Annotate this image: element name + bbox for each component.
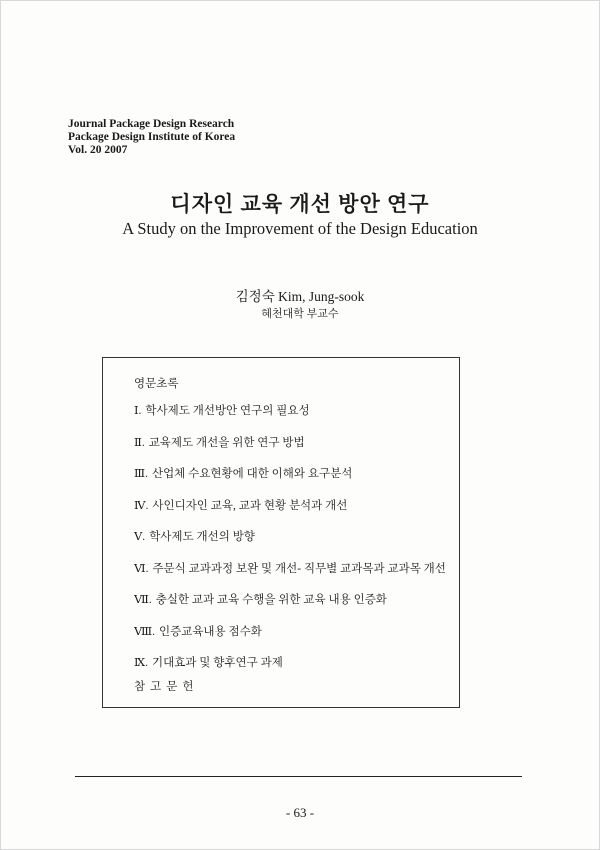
toc-item: [134, 404, 446, 436]
toc-numeral: Ⅴ.: [134, 531, 146, 543]
journal-info: [68, 118, 235, 157]
toc-item: [134, 436, 446, 468]
toc-list: [134, 404, 446, 688]
toc-numeral: Ⅱ.: [134, 436, 145, 449]
toc-text: 교육제도 개선을 위한 연구 방법: [148, 436, 305, 449]
toc-text: 인증교육내용 점수화: [159, 625, 262, 638]
title-korean: 디자인 교육 개선 방안 연구: [170, 192, 430, 216]
journal-volume: Vol. 20 2007: [68, 144, 128, 156]
toc-text: 주문식 교과과정 보완 및 개선- 직무별 교과목과 교과목 개선: [152, 562, 446, 575]
page-number: - 63 -: [285, 805, 315, 820]
toc-text: 충실한 교과 교육 수행을 위한 교육 내용 인증화: [155, 594, 387, 606]
toc-item: [134, 530, 446, 562]
toc-item: [134, 467, 446, 499]
toc-text: 학사제도 개선방안 연구의 필요성: [145, 405, 310, 417]
toc-item: [134, 499, 446, 531]
toc-item: [134, 625, 446, 657]
author-affiliation: 혜천대학 부교수: [261, 308, 339, 320]
toc-text: 기대효과 및 향후연구 과제: [151, 657, 283, 669]
toc-numeral: Ⅳ.: [134, 499, 149, 512]
toc-numeral: Ⅰ.: [134, 405, 142, 417]
toc-numeral: Ⅷ.: [134, 625, 155, 638]
toc-item: [134, 593, 446, 625]
table-of-contents: [102, 357, 460, 708]
toc-numeral: Ⅲ.: [134, 468, 148, 480]
author-name: 김정숙 Kim, Jung-sook: [235, 289, 365, 304]
journal-institute: Package Design Institute of Korea: [68, 131, 236, 143]
toc-references: 참고문헌: [134, 681, 199, 693]
toc-text: 학사제도 개선의 방향: [149, 531, 255, 543]
toc-heading-abstract: 영문초록: [134, 378, 179, 390]
toc-numeral: Ⅸ.: [134, 657, 148, 669]
toc-numeral: Ⅶ.: [134, 594, 152, 606]
toc-text: 사인디자인 교육, 교과 현황 분석과 개선: [152, 499, 348, 512]
toc-text: 산업체 수요현황에 대한 이해와 요구분석: [151, 468, 353, 480]
toc-item: [134, 562, 446, 594]
title-english: A Study on the Improvement of the Design Education: [122, 219, 478, 238]
footer-rule: [75, 776, 522, 777]
toc-numeral: Ⅵ.: [134, 562, 149, 575]
journal-name: Journal Package Design Research: [68, 118, 235, 130]
